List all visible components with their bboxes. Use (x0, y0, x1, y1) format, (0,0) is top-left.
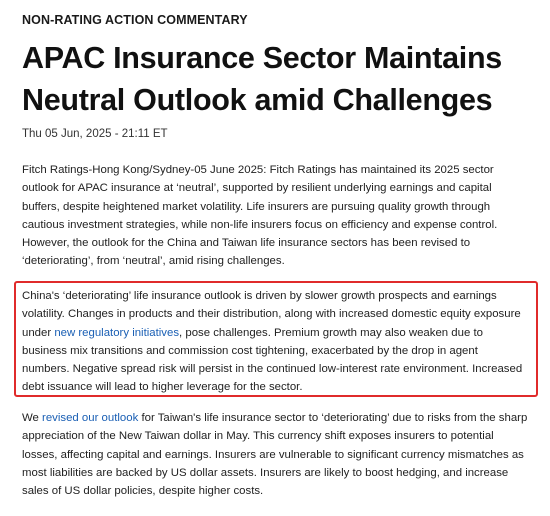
new-regulatory-initiatives-link[interactable]: new regulatory initiatives (54, 326, 180, 339)
paragraph-3-text-start: We (22, 412, 43, 424)
revised-our-outlook-link[interactable]: revised our outlook (42, 412, 139, 424)
article-paragraph-3 (22, 409, 528, 500)
paragraph-2-text-end: , pose challenges. Premium growth may also weaken due to business mix transitions and commission cost tightening, exacerbated by the drop in agent numbers. Negative spread risk will persist in the continued low-interest rate environment. Increased debt issuance will lead to higher leverage for the sector. (22, 326, 523, 394)
article-paragraph-2 (22, 287, 528, 397)
page-title: APAC Insurance Sector Maintains Neutral Outlook amid Challenges (22, 41, 502, 117)
article-kicker: NON-RATING ACTION COMMENTARY (22, 13, 248, 27)
paragraph-2-text-start: China's ‘deteriorating’ life insurance outlook is driven by slower growth prospects and earnings volatility. Changes in products and their distribution, along with increased domestic equity exposure under (22, 290, 521, 339)
paragraph-3-text-end: for Taiwan's life insurance sector to ‘deteriorating’ due to risks from the sharp appreciation of the New Taiwan dollar in May. This currency shift exposes insurers to potential losses, affecting capital and earnings. Insurers are vulnerable to significant currency mismatches as most liabilities are backed by US dollar assets. Insurers are likely to boost hedging, and increase sales of US dollar policies, despite higher costs. (22, 412, 528, 498)
article-paragraph-1: Fitch Ratings-Hong Kong/Sydney-05 June 2025: Fitch Ratings has maintained its 2025 sector outlook for APAC insurance at ‘neutral’, supported by resilient underlying earnings and capital buffers, despite heightened market volatility. Life insurers are pursuing quality growth through cautious investment strategies, while non-life insurers focus on efficiency and expense control. However, the outlook for the China and Taiwan life insurance sectors has been revised to ‘deteriorating’, from ‘neutral’, amid rising challenges. (22, 164, 498, 268)
article-dateline: Thu 05 Jun, 2025 - 21:11 ET (22, 128, 168, 140)
